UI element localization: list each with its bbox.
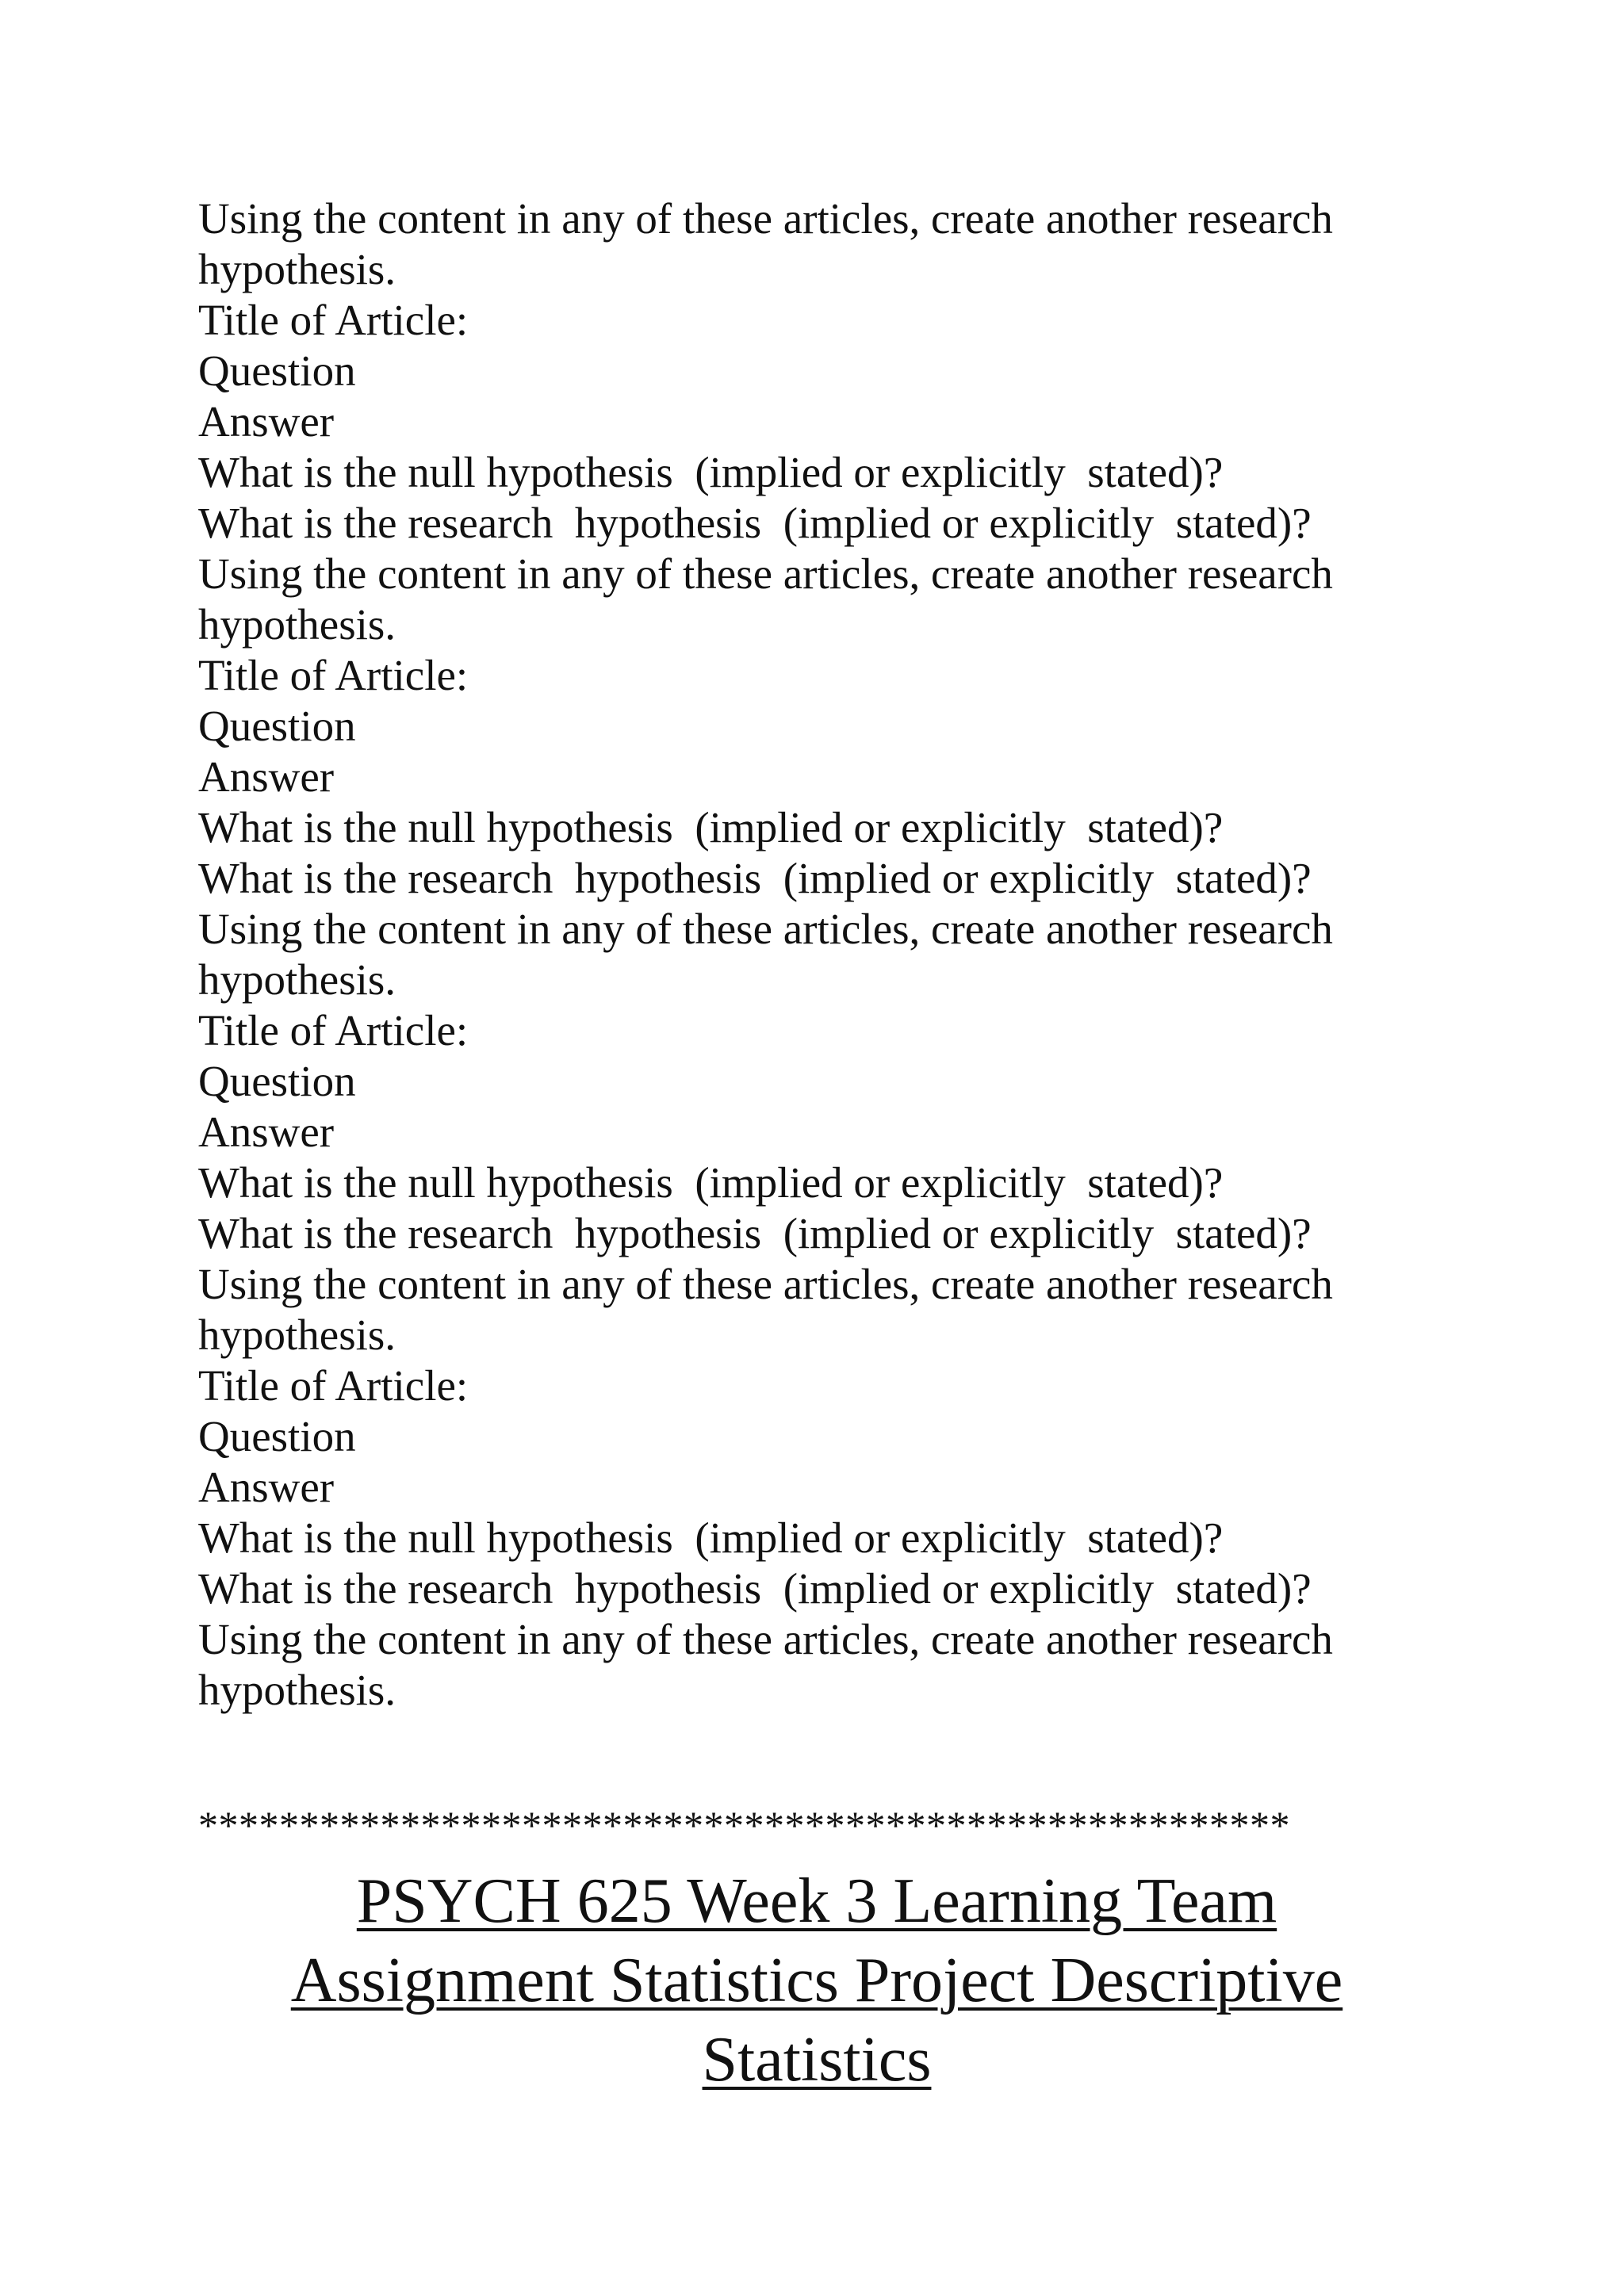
- text-line: What is the null hypothesis (implied or explicitly stated)?: [198, 803, 1224, 851]
- text-line: What is the research hypothesis (implied or explicitly stated)?: [198, 1209, 1312, 1257]
- text-line: Answer: [198, 1108, 335, 1156]
- text-line: hypothesis.: [198, 600, 396, 649]
- text-line: hypothesis.: [198, 245, 396, 293]
- text-line: hypothesis.: [198, 1311, 396, 1359]
- heading-line: PSYCH 625 Week 3 Learning Team: [356, 1866, 1277, 1936]
- text-line: What is the null hypothesis (implied or explicitly stated)?: [198, 1158, 1224, 1207]
- heading-line: Assignment Statistics Project Descriptive: [290, 1946, 1343, 2015]
- text-line: Question: [198, 1057, 356, 1105]
- text-line: What is the research hypothesis (implied or explicitly stated)?: [198, 1564, 1312, 1613]
- text-line: Answer: [198, 1463, 335, 1511]
- text-line: Question: [198, 1412, 356, 1460]
- text-line: What is the research hypothesis (implied or explicitly stated)?: [198, 854, 1312, 902]
- text-line: What is the null hypothesis (implied or explicitly stated)?: [198, 1513, 1224, 1562]
- document-heading: [198, 1862, 1435, 2099]
- text-line: Title of Article:: [198, 296, 469, 344]
- text-line: hypothesis.: [198, 955, 396, 1004]
- text-line: Using the content in any of these articles, create another research: [198, 194, 1333, 243]
- text-line: Using the content in any of these articles, create another research: [198, 1260, 1333, 1308]
- question-list: [198, 193, 1404, 1716]
- heading-line: Statistics: [702, 2025, 932, 2095]
- text-line: Question: [198, 346, 356, 395]
- text-line: Title of Article:: [198, 1361, 469, 1410]
- text-line: Using the content in any of these articles, create another research: [198, 549, 1333, 598]
- text-line: Question: [198, 702, 356, 750]
- text-line: Using the content in any of these articles, create another research: [198, 1615, 1333, 1663]
- asterisk-divider: ******************************************************: [198, 1803, 1290, 1847]
- text-line: hypothesis.: [198, 1666, 396, 1714]
- text-line: Title of Article:: [198, 1006, 469, 1054]
- text-line: Answer: [198, 752, 335, 801]
- text-line: What is the research hypothesis (implied or explicitly stated)?: [198, 499, 1312, 547]
- text-line: Title of Article:: [198, 651, 469, 699]
- text-line: Answer: [198, 397, 335, 446]
- text-line: What is the null hypothesis (implied or explicitly stated)?: [198, 448, 1224, 496]
- text-line: Using the content in any of these articles, create another research: [198, 905, 1333, 953]
